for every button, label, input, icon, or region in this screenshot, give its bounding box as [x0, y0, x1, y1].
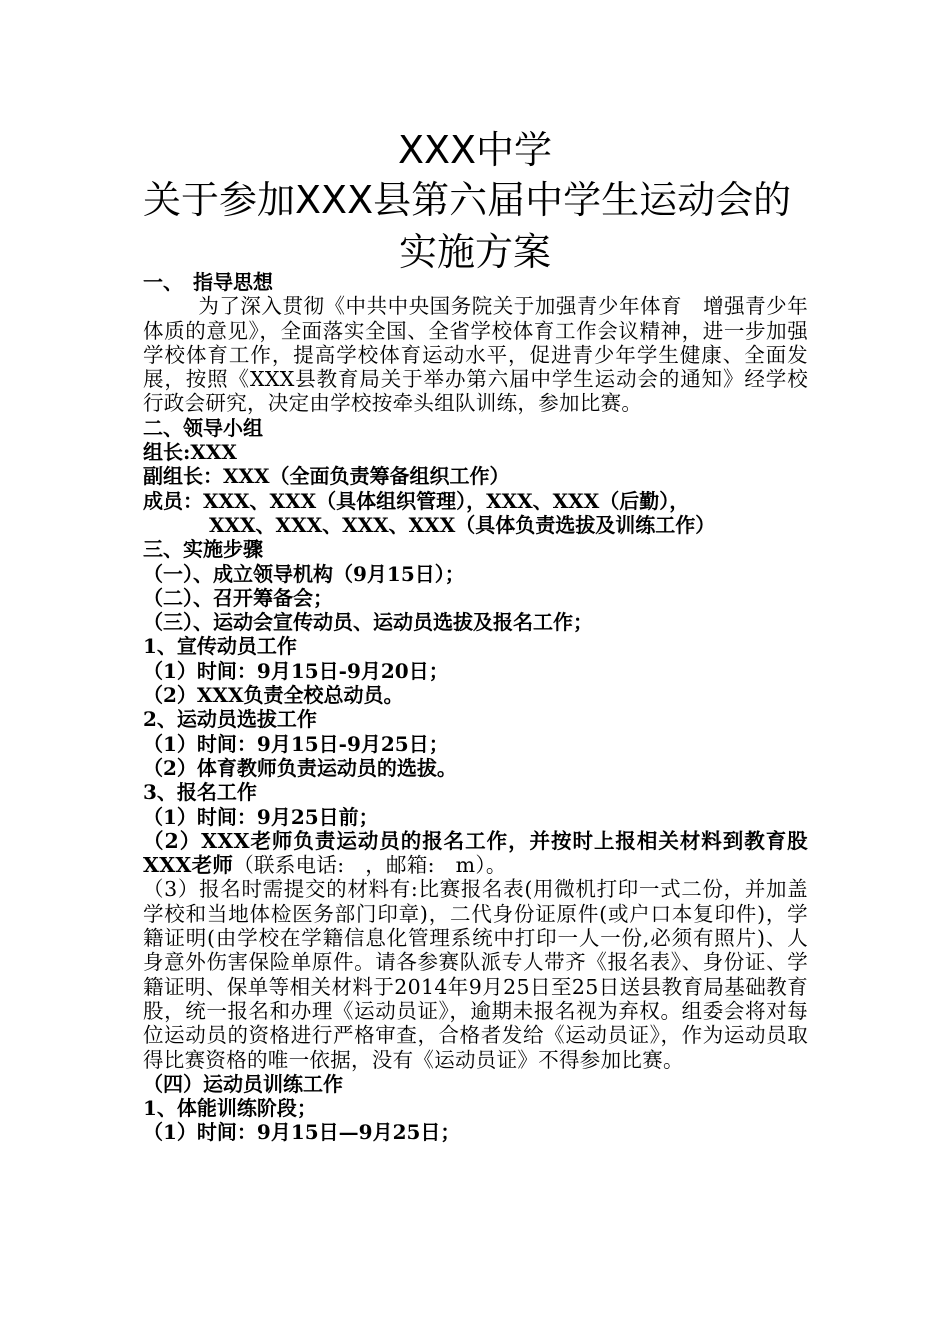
title-main: 关于参加XXX县第六届中学生运动会的 [143, 178, 792, 222]
publicity-responsibility: （2）XXX负责全校总动员。 [143, 683, 404, 708]
vice-leader-line: 副组长：XXX（全面负责筹备组织工作） [143, 464, 510, 489]
title-school: XXX中学 [397, 128, 553, 172]
subheading-registration: 3、报名工作 [143, 780, 257, 805]
document-body [143, 270, 808, 1145]
subheading-physical-training: 1、体能训练阶段； [143, 1096, 317, 1121]
registration-time: （1）时间：9月25日前； [143, 804, 379, 829]
subheading-publicity: 1、宣传动员工作 [143, 634, 297, 659]
publicity-time: （1）时间：9月15日-9月20日； [143, 658, 449, 683]
paragraph-guiding: 为了深入贯彻《中共中央国务院关于加强青少年体育 增强青少年体质的意见》，全面落实全国、全省学校体育工作会议精神，进一步加强学校体育工作，提高学校体育运动水平，促进青少年学生健康、全面发展，按照《XXX县教育局关于举办第六届中学生运动会的通知》经学校行政会研究，决定由学校按牵头组队训练，参加比赛。 [143, 294, 808, 416]
paragraph-registration-materials: （3）报名时需提交的材料有:比赛报名表(用微机打印一式二份，并加盖学校和当地体检医务部门印章)，二代身份证原件(或户口本复印件)，学籍证明(由学校在学籍信息化管理系统中打印一人一份,必须有照片)、人身意外伤害保险单原件。请各参赛队派专人带齐《报名表》、身份证、学籍证明、保单等相关材料于2014年9月25日至25日送县教育局基础教育股，统一报名和办理《运动员证》，逾期未报名视为弃权。组委会将对每位运动员的资格进行严格审查，合格者发给《运动员证》，作为运动员取得比赛资格的唯一依据，没有《运动员证》不得参加比赛。 [143, 877, 808, 1072]
section-heading-leadership: 二、领导小组 [143, 415, 263, 440]
members-line-continued: XXX、XXX、XXX、XXX（具体负责选拔及训练工作） [209, 512, 716, 537]
physical-training-time: （1）时间：9月15日—9月25日； [143, 1120, 461, 1145]
selection-time: （1）时间：9月15日-9月25日； [143, 731, 449, 756]
registration-responsibility [143, 829, 808, 878]
selection-responsibility: （2）体育教师负责运动员的选拔。 [143, 755, 457, 780]
section-heading-steps: 三、实施步骤 [143, 537, 263, 562]
title-sub: 实施方案 [398, 230, 551, 274]
leader-line: 组长:XXX [143, 440, 237, 465]
step-3: （三）、运动会宣传动员、运动员选拔及报名工作； [143, 610, 593, 635]
step-2: （二）、召开筹备会； [143, 585, 333, 610]
subheading-selection: 2、运动员选拔工作 [143, 707, 317, 732]
section-heading-guiding: 一、 指导思想 [143, 270, 273, 294]
step-4: （四）运动员训练工作 [143, 1071, 343, 1096]
registration-responsibility-bold: （2）XXX老师负责运动员的报名工作，并按时上报相关材料到教育股XXX老师 [143, 828, 808, 878]
members-line: 成员：XXX、XXX（具体组织管理），XXX、XXX（后勤）， [143, 488, 690, 513]
registration-contact: （联系电话: ，邮箱: m）。 [233, 853, 507, 878]
step-1: （一）、成立领导机构（9月15日）； [143, 561, 465, 586]
